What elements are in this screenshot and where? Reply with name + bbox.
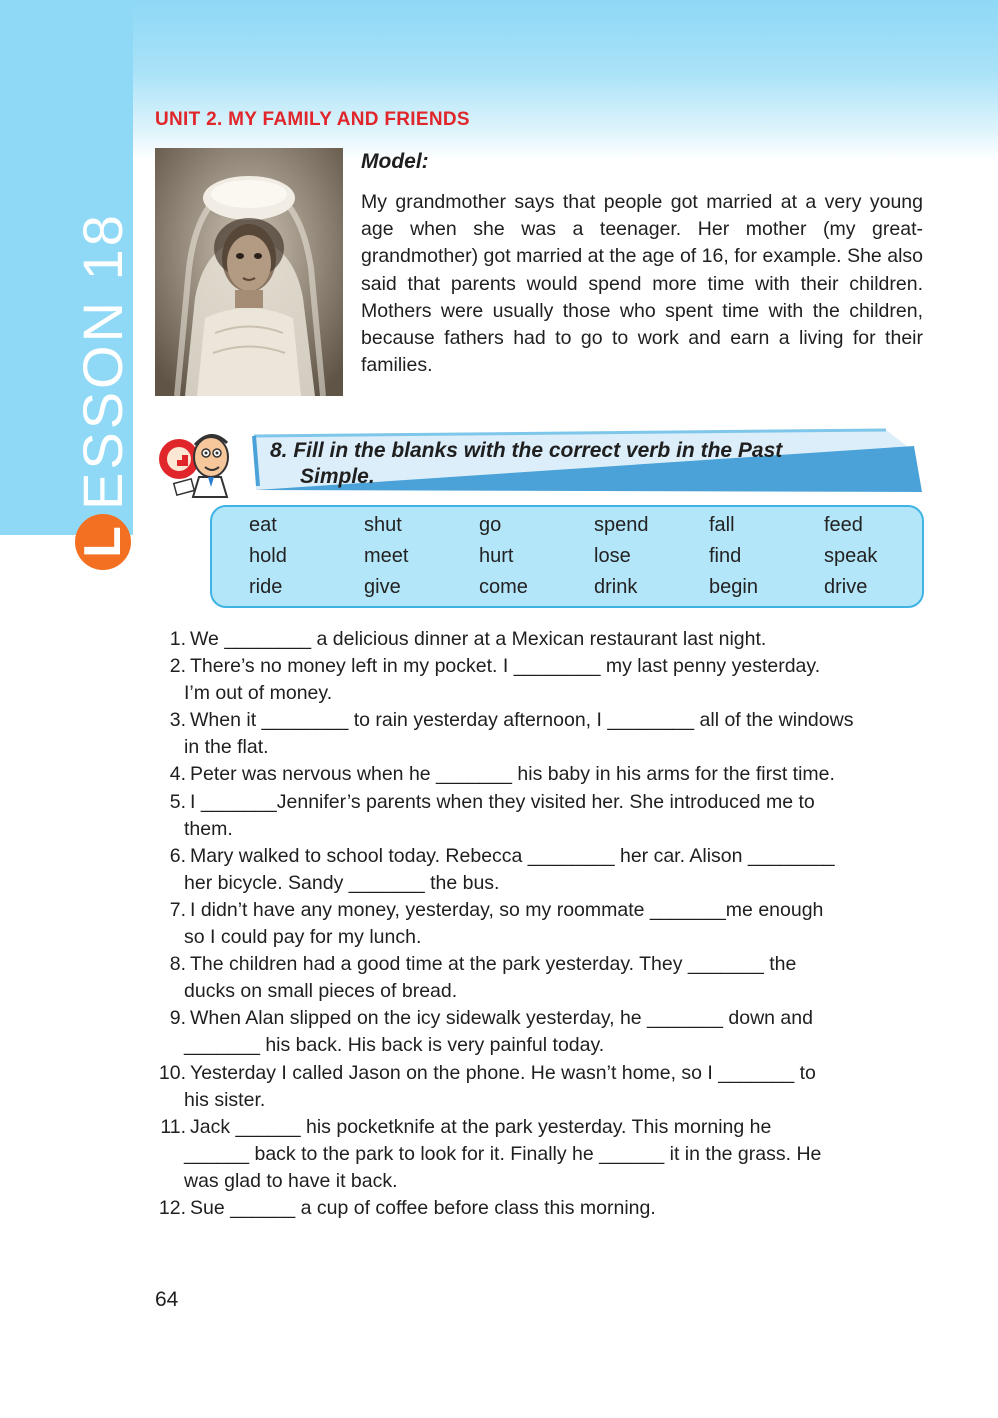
lesson-label [71, 60, 134, 570]
exercise-item [150, 1005, 923, 1059]
exercise-line: The children had a good time at the park yesterday. They _______ the [190, 953, 797, 976]
exercise-list [150, 626, 923, 1222]
exercise-line: them. [184, 817, 233, 840]
exercise-line: I _______Jennifer’s parents when they visited her. She introduced me to [190, 790, 815, 813]
word-bank-item: hold [249, 545, 287, 567]
word-bank-item: go [479, 514, 502, 536]
page-number: 64 [155, 1288, 179, 1311]
word-bank-item: hurt [479, 545, 514, 567]
task-line-1: 8. Fill in the blanks with the correct verb in the Past [270, 439, 783, 462]
exercise-line: When it ________ to rain yesterday afternoon, I ________ all of the windows [190, 709, 854, 732]
exercise-text [184, 1114, 923, 1195]
word-bank-item: shut [364, 514, 402, 536]
exercise-item [150, 789, 923, 843]
exercise-text [184, 897, 923, 951]
exercise-line: _______ his back. His back is very painful today. [184, 1034, 605, 1057]
lesson-label-text: ESSON 18 [71, 212, 134, 510]
exercise-line: Jack ______ his pocketknife at the park yesterday. This morning he [190, 1115, 772, 1138]
word-bank-item: give [364, 576, 401, 598]
word-bank-item: lose [594, 545, 631, 567]
exercise-line: I didn’t have any money, yesterday, so my roommate _______me enough [190, 898, 824, 921]
exercise-item [150, 951, 923, 1005]
exercise-item [150, 761, 923, 788]
exercise-text [190, 761, 923, 788]
word-bank-item: spend [594, 514, 649, 536]
exercise-text [190, 1195, 923, 1222]
word-bank-item: feed [824, 514, 863, 536]
exercise-line: Yesterday I called Jason on the phone. He wasn’t home, so I _______ to [190, 1061, 816, 1084]
exercise-line: There’s no money left in my pocket. I ________ my last penny yesterday. [190, 655, 821, 678]
exercise-line: in the flat. [184, 736, 269, 759]
exercise-item [150, 897, 923, 951]
exercise-text [184, 789, 923, 843]
exercise-number: 9. [169, 1007, 186, 1030]
exercise-line: I’m out of money. [184, 682, 333, 705]
word-bank-item: come [479, 576, 528, 598]
exercise-number: 2. [169, 655, 186, 678]
word-bank-item: meet [364, 545, 409, 567]
exercise-line: was glad to have it back. [184, 1169, 398, 1192]
word-bank [210, 505, 924, 608]
model-title: Model: [361, 150, 429, 173]
word-bank-item: speak [824, 545, 878, 567]
exercise-item [150, 626, 923, 653]
exercise-line: Peter was nervous when he _______ his baby in his arms for the first time. [190, 763, 835, 786]
exercise-text [184, 707, 923, 761]
bride-photo-icon [155, 148, 343, 396]
lesson-letter-badge: L [75, 514, 131, 570]
exercise-item [150, 1060, 923, 1114]
exercise-line: his sister. [184, 1088, 266, 1111]
exercise-number: 10. [158, 1061, 186, 1084]
exercise-number: 5. [169, 790, 186, 813]
exercise-item [150, 653, 923, 707]
exercise-text [190, 626, 923, 653]
exercise-line: We ________ a delicious dinner at a Mexican restaurant last night. [190, 628, 767, 650]
top-header-band [0, 0, 998, 160]
exercise-line: ______ back to the park to look for it. Finally he ______ it in the grass. He [184, 1142, 822, 1165]
exercise-text [184, 951, 923, 1005]
word-bank-item: ride [249, 576, 283, 598]
exercise-number: 6. [169, 844, 186, 867]
cartoon-teacher-icon [155, 425, 245, 508]
exercise-line: ducks on small pieces of bread. [184, 980, 458, 1003]
exercise-number: 1. [169, 628, 186, 650]
word-bank-item: eat [249, 514, 277, 536]
exercise-line: Mary walked to school today. Rebecca ________ her car. Alison ________ [190, 844, 835, 867]
exercise-number: 4. [169, 763, 186, 786]
exercise-number: 8. [169, 953, 186, 976]
exercise-number: 12. [158, 1196, 186, 1219]
exercise-text [184, 843, 923, 897]
exercise-item [150, 707, 923, 761]
exercise-text [184, 653, 923, 707]
unit-title: UNIT 2. MY FAMILY AND FRIENDS [155, 109, 470, 130]
word-bank-item: drive [824, 576, 868, 598]
exercise-item [150, 843, 923, 897]
exercise-line: her bicycle. Sandy _______ the bus. [184, 871, 500, 894]
exercise-text [184, 1060, 923, 1114]
exercise-line: so I could pay for my lunch. [184, 926, 422, 949]
task-instruction [270, 438, 910, 490]
task-line-2: Simple. [300, 465, 375, 488]
exercise-line: When Alan slipped on the icy sidewalk yesterday, he _______ down and [190, 1007, 813, 1030]
exercise-number: 11. [160, 1115, 186, 1138]
word-bank-item: drink [594, 576, 638, 598]
word-bank-item: fall [709, 514, 735, 536]
exercise-number: 7. [169, 898, 186, 921]
exercise-line: Sue ______ a cup of coffee before class this morning. [190, 1196, 656, 1219]
exercise-number: 3. [169, 709, 186, 732]
model-paragraph: My grandmother says that people got married at a very young age when she was a teenager. Her mother (my great-grandmother) got married at the age of 16, for example. She also said that parents would spend more time with their children. Mothers were usually those who spent time with the children, because fathers had to go to work and earn a living for their families. [361, 191, 923, 377]
word-bank-item: begin [709, 576, 758, 598]
exercise-item [150, 1114, 923, 1195]
exercise-text [184, 1005, 923, 1059]
word-bank-item: find [709, 545, 742, 567]
vintage-bride-photo [155, 148, 343, 396]
exercise-item [150, 1195, 923, 1222]
